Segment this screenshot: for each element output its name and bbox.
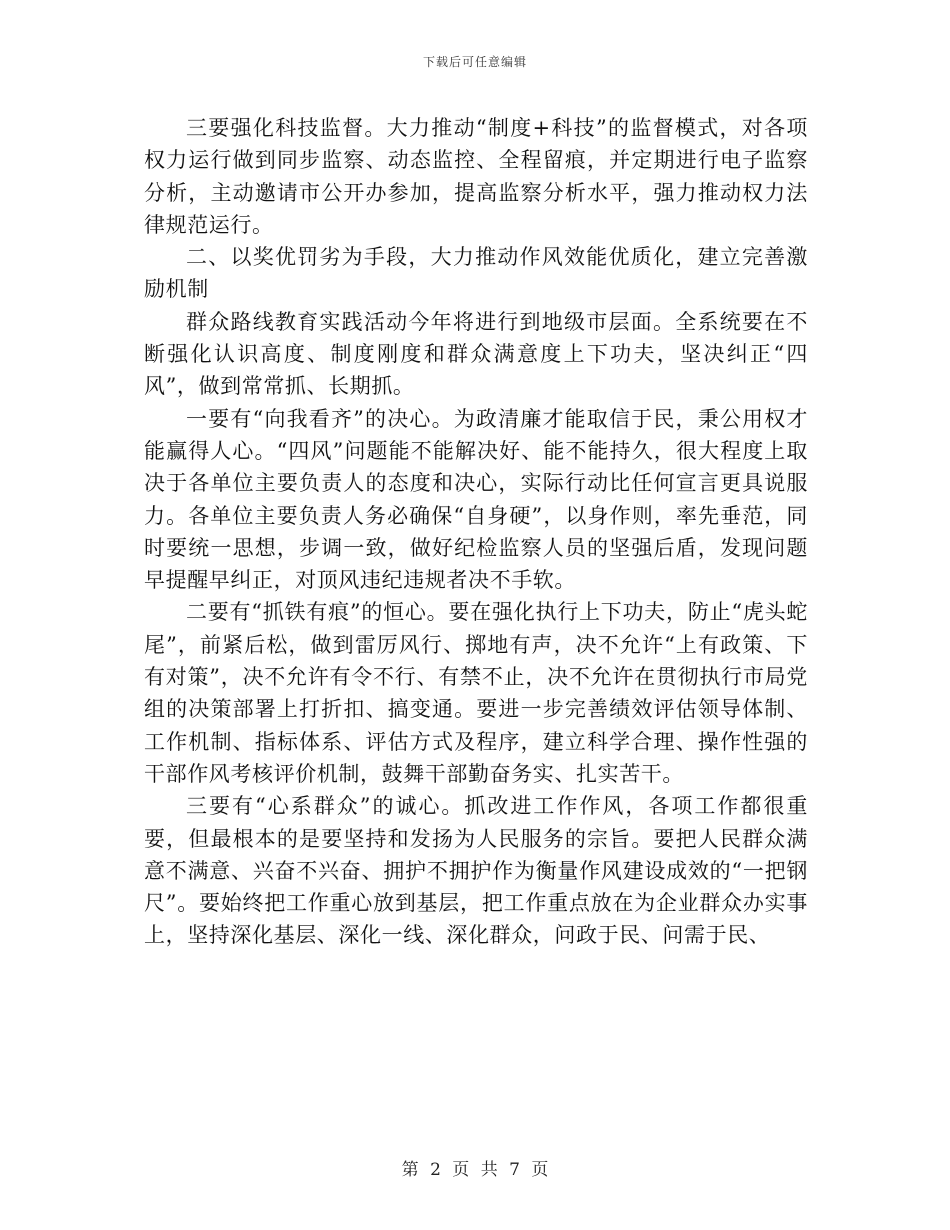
section-heading-incentive: 二、以奖优罚劣为手段，大力推动作风效能优质化，建立完善激励机制 <box>144 245 808 302</box>
document-body <box>144 112 808 952</box>
header-note: 下载后可任意编辑 <box>422 55 527 69</box>
paragraph-determination: 一要有“向我看齐”的决心。为政清廉才能取信于民，秉公用权才能赢得人心。“四风”问题能不能解决好、能不能持久，很大程度上取决于各单位主要负责人的态度和决心，实际行动比任何宣言更具说服力。各单位主要负责人务必确保“自身硬”，以身作则，率先垂范，同时要统一思想，步调一致，做好纪检监察人员的坚强后盾，发现问题早提醒早纠正，对顶风违纪违规者决不手软。 <box>144 406 808 593</box>
paragraph-perseverance: 二要有“抓铁有痕”的恒心。要在强化执行上下功夫，防止“虎头蛇尾”，前紧后松，做到雷厉风行、掷地有声，决不允许“上有政策、下有对策”，决不允许有令不行、有禁不止，决不允许在贯彻执行市局党组的决策部署上打折扣、搞变通。要进一步完善绩效评估领导体制、工作机制、指标体系、评估方式及程序，建立科学合理、操作性强的干部作风考核评价机制，鼓舞干部勤奋务实、扎实苦干。 <box>144 600 808 786</box>
page-number: 第 2 页 共 7 页 <box>401 1160 549 1180</box>
paragraph-mass-line: 群众路线教育实践活动今年将进行到地级市层面。全系统要在不断强化认识高度、制度刚度和群众满意度上下功夫，坚决纠正“四风”，做到常常抓、长期抓。 <box>144 309 808 399</box>
paragraph-sincerity: 三要有“心系群众”的诚心。抓改进工作作风，各项工作都很重要，但最根本的是要坚持和发扬为人民服务的宗旨。要把人民群众满意不满意、兴奋不兴奋、拥护不拥护作为衡量作风建设成效的“一把钢尺”。要始终把工作重心放到基层，把工作重点放在为企业群众办实事上，坚持深化基层、深化一线、深化群众，问政于民、问需于民、 <box>144 794 808 948</box>
paragraph-tech-supervision: 三要强化科技监督。大力推动“制度+科技”的监督模式，对各项权力运行做到同步监察、动态监控、全程留痕，并定期进行电子监察分析，主动邀请市公开办参加，提高监察分析水平，强力推动权力法律规范运行。 <box>144 116 808 237</box>
